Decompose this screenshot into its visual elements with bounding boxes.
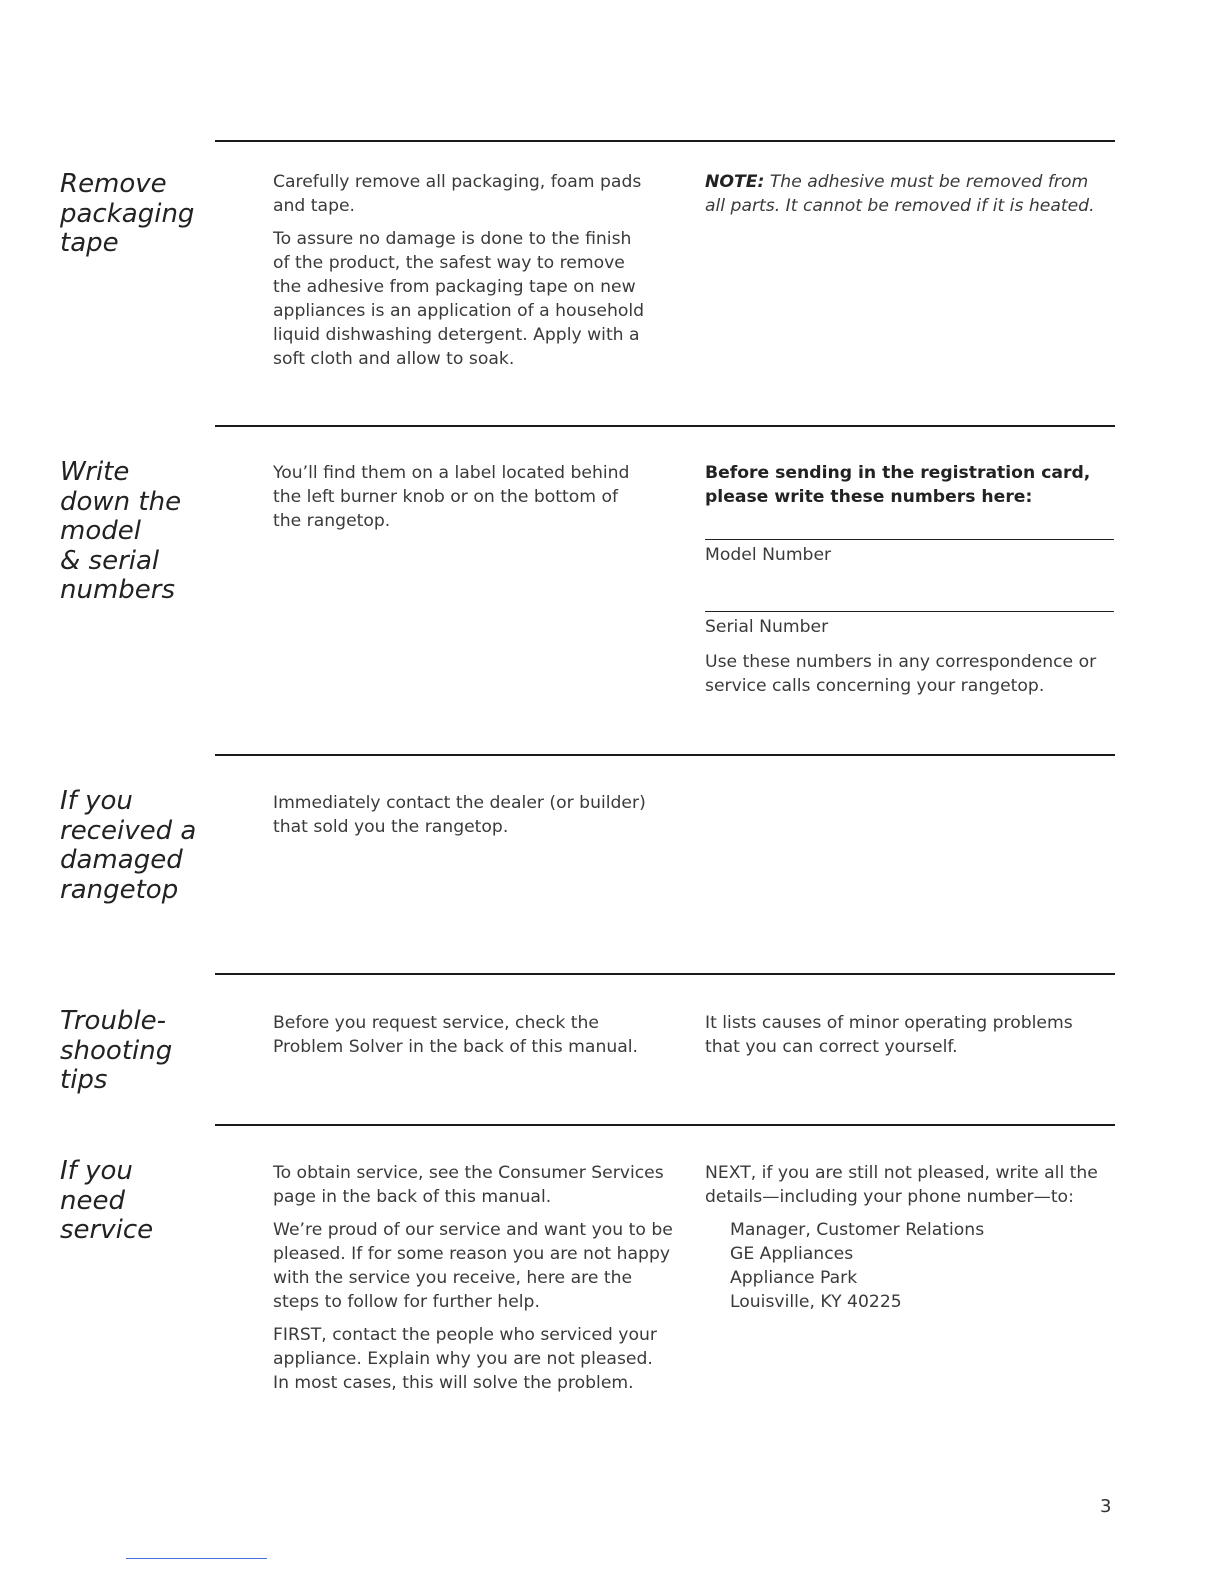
service-text xyxy=(273,1161,673,1404)
paragraph: We’re proud of our service and want you to be pleased. If for some reason you are not happy with the service you receive, here are the steps to follow for further help. xyxy=(273,1220,673,1312)
section-heading-troubleshooting xyxy=(60,1007,250,1096)
paragraph: To obtain service, see the Consumer Services page in the back of this manual. xyxy=(273,1163,664,1207)
heading-line: & serial xyxy=(60,545,160,576)
address-line: Louisville, KY 40225 xyxy=(730,1292,902,1312)
paragraph: It lists causes of minor operating problems that you can correct yourself. xyxy=(705,1013,1073,1057)
address-line: GE Appliances xyxy=(730,1244,854,1264)
heading-line: damaged xyxy=(60,845,183,875)
section-heading-remove-packaging-tape xyxy=(60,170,250,259)
address-line: Manager, Customer Relations xyxy=(730,1220,985,1240)
paragraph: NEXT, if you are still not pleased, write all the details—including your phone number—to: xyxy=(705,1163,1098,1207)
heading-line: If you xyxy=(60,1156,133,1186)
heading-line: tape xyxy=(60,228,119,258)
service-contact-block xyxy=(705,1161,1105,1314)
paragraph: Before you request service, check the Problem Solver in the back of this manual. xyxy=(273,1013,639,1057)
section-heading-need-service xyxy=(60,1157,250,1246)
paragraph: FIRST, contact the people who serviced your appliance. Explain why you are not pleased. In most cases, this will solve the problem. xyxy=(273,1325,657,1393)
paragraph: You’ll find them on a label located behind the left burner knob or on the bottom of the rangetop. xyxy=(273,463,630,531)
section-divider xyxy=(215,754,1115,756)
serial-number-label: Serial Number xyxy=(705,617,829,637)
heading-line: If you xyxy=(60,786,133,816)
heading-line: service xyxy=(60,1215,154,1245)
heading-line: tips xyxy=(60,1065,108,1095)
section-divider xyxy=(215,1124,1115,1126)
paragraph: Immediately contact the dealer (or builder) that sold you the rangetop. xyxy=(273,793,646,837)
heading-line: received a xyxy=(60,815,197,846)
remove-tape-note xyxy=(705,170,1105,227)
mailing-address xyxy=(730,1218,1105,1314)
heading-line: need xyxy=(60,1185,125,1216)
paragraph: Carefully remove all packaging, foam pads and tape. xyxy=(273,172,642,216)
model-number-label: Model Number xyxy=(705,545,832,565)
heading-line: Trouble- xyxy=(60,1006,167,1036)
heading-line: Remove xyxy=(60,169,167,199)
heading-line: down the xyxy=(60,486,182,517)
registration-numbers-block xyxy=(705,461,1117,707)
section-divider xyxy=(215,425,1115,427)
section-divider xyxy=(215,973,1115,975)
page-number: 3 xyxy=(1100,1496,1112,1517)
troubleshooting-text-2 xyxy=(705,1011,1110,1068)
heading-line: Write xyxy=(60,457,130,487)
heading-line: model xyxy=(60,516,141,546)
registration-instruction: Before sending in the registration card, please write these numbers here: xyxy=(705,463,1091,507)
damaged-rangetop-text xyxy=(273,791,678,848)
note-paragraph xyxy=(705,170,1105,218)
heading-line: packaging xyxy=(60,198,195,229)
note-label: NOTE: xyxy=(705,172,765,192)
remove-tape-instructions xyxy=(273,170,648,380)
label-location-text xyxy=(273,461,633,542)
paragraph: To assure no damage is done to the finish of the product, the safest way to remove the adhesive from packaging tape on new appliances is an application of a household liquid dishwashing detergent. Apply with a soft cloth and allow to soak. xyxy=(273,229,645,369)
note-text: The adhesive must be removed from all parts. It cannot be removed if it is heated. xyxy=(705,172,1095,216)
section-heading-damaged-rangetop xyxy=(60,787,250,905)
model-number-line xyxy=(705,539,1114,540)
address-line: Appliance Park xyxy=(730,1268,858,1288)
section-heading-model-serial xyxy=(60,458,250,606)
heading-line: numbers xyxy=(60,575,176,605)
serial-number-line xyxy=(705,611,1114,612)
troubleshooting-text xyxy=(273,1011,673,1068)
section-divider xyxy=(215,140,1115,142)
heading-line: shooting xyxy=(60,1035,173,1066)
link-underline[interactable] xyxy=(126,1558,267,1559)
usage-text: Use these numbers in any correspondence or service calls concerning your rangetop. xyxy=(705,652,1097,696)
heading-line: rangetop xyxy=(60,874,179,905)
